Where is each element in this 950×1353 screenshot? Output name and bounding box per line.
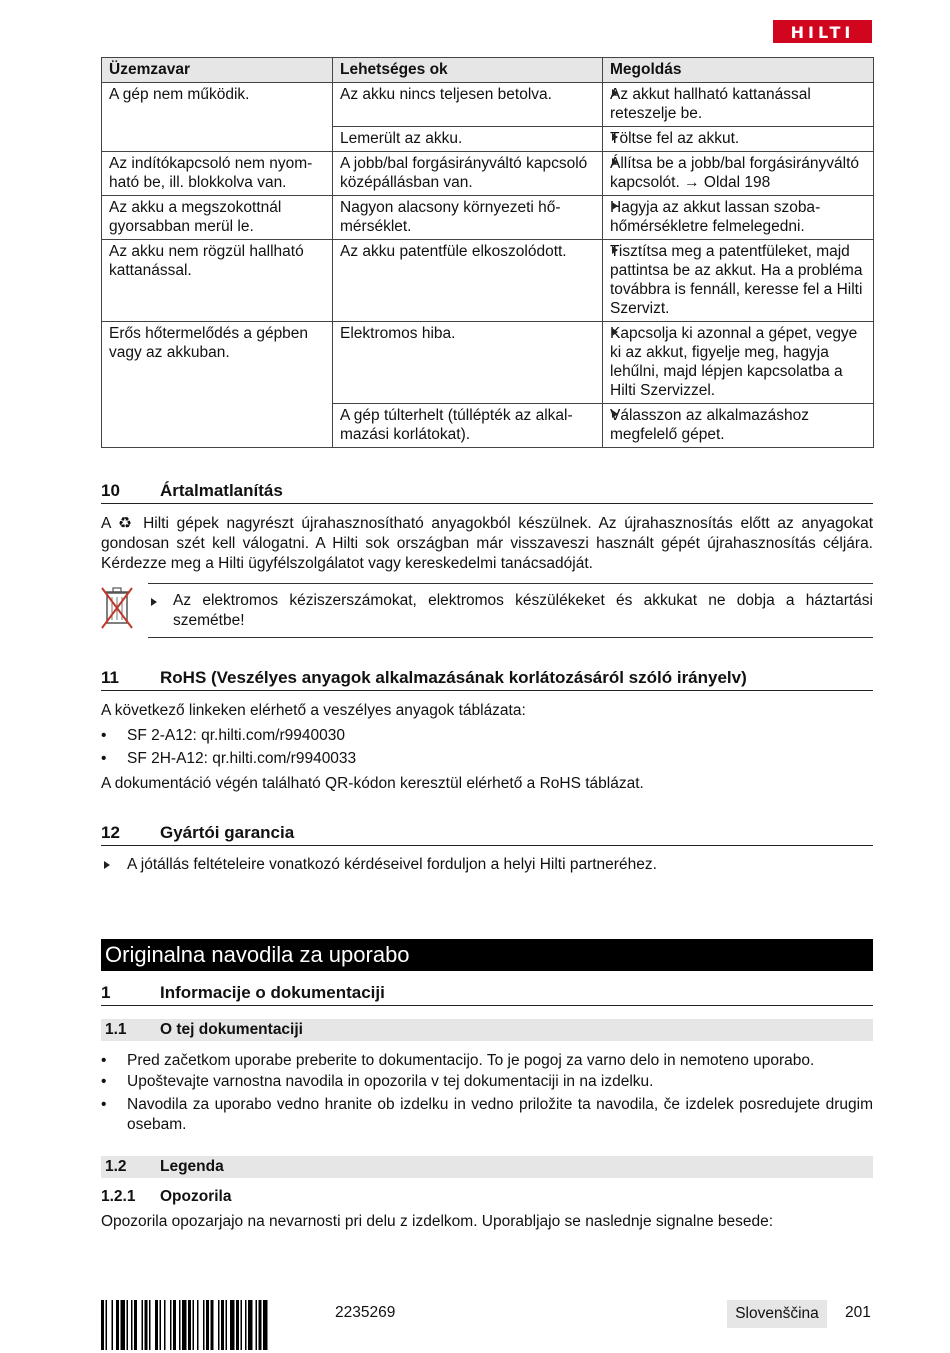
language-label: Slovenščina <box>727 1300 827 1328</box>
fault-cell: Az akku a megszokottnál gyorsabban merül le. <box>102 196 333 240</box>
table-row <box>102 240 874 322</box>
solution-cell: Állítsa be a jobb/bal forgásirányváltó kapcsolót. → Oldal 198 <box>603 152 874 196</box>
arrow-bullet-icon <box>612 202 618 210</box>
table-row <box>102 152 874 196</box>
cause-cell: Az akku nincs teljesen betolva. <box>333 83 603 127</box>
solution-cell: Tisztítsa meg a patentfüleket, majd pattintsa be az akkut. Ha a probléma továbbra is fennáll, keresse fel a Hilti Szervizt. <box>603 240 874 322</box>
arrow-bullet-icon <box>151 598 157 606</box>
cause-cell: A jobb/bal forgásirányváltó kapcsoló középállásban van. <box>333 152 603 196</box>
rohs-qr-note: A dokumentáció végén található QR-kódon keresztül elérhető a RoHS táblázat. <box>101 775 644 792</box>
table-header-row <box>102 58 874 83</box>
solution-cell: Az akkut hallható kattanással reteszelje be. <box>603 83 874 127</box>
fault-cell: A gép nem működik. <box>102 83 333 152</box>
arrow-bullet-icon <box>612 133 618 141</box>
subsection-heading-1-2: 1.2 Legenda <box>101 1156 873 1178</box>
warranty-text: A jótállás feltételeire vonatkozó kérdéseivel forduljon a helyi Hilti partneréhez. <box>127 856 657 873</box>
table-row <box>102 322 874 404</box>
solution-cell: Válasszon az alkalmazáshoz megfelelő gépet. <box>603 404 874 448</box>
table-row <box>102 196 874 240</box>
section-heading-1: 1 Informacije o dokumentaciji <box>101 982 873 1006</box>
barcode <box>101 1300 311 1350</box>
document-number: 2235269 <box>335 1304 396 1321</box>
section-heading-12: 12 Gyártói garancia <box>101 822 873 846</box>
arrow-bullet-icon <box>612 246 618 254</box>
arrow-bullet-icon <box>612 158 618 166</box>
rohs-intro: A következő linkeken elérhető a veszélyes anyagok táblázata: <box>101 702 526 719</box>
language-section-title: Originalna navodila za uporabo <box>101 939 873 971</box>
hilti-logo: HILTI <box>773 20 872 43</box>
disposal-warning-box <box>148 583 873 638</box>
cause-cell: Nagyon alacsony környezeti hőmérséklet. <box>333 196 603 240</box>
fault-cell: Az akku nem rögzül hallható kattanással. <box>102 240 333 322</box>
cause-cell: Elektromos hiba. <box>333 322 603 404</box>
section-heading-10: 10 Ártalmatlanítás <box>101 480 873 504</box>
col-header-solution: Megoldás <box>603 58 874 83</box>
arrow-bullet-icon <box>612 410 618 418</box>
arrow-bullet-icon <box>104 861 110 869</box>
crossed-bin-icon <box>101 584 134 630</box>
col-header-cause: Lehetséges ok <box>333 58 603 83</box>
page-number: 201 <box>845 1304 871 1321</box>
cause-cell: Az akku patentfüle elkoszolódott. <box>333 240 603 322</box>
cause-cell: Lemerült az akku. <box>333 127 603 152</box>
solution-cell: Töltse fel az akkut. <box>603 127 874 152</box>
cause-cell: A gép túlterhelt (túllépték az alkalmazási korlátokat). <box>333 404 603 448</box>
subsubsection-heading-1-2-1: 1.2.1 Opozorila <box>101 1188 232 1205</box>
table-row <box>102 83 874 127</box>
fault-cell: Erős hőtermelődés a gépben vagy az akkuban. <box>102 322 333 448</box>
disposal-paragraph: A ♻ Hilti gépek nagyrészt újrahasznosítható anyagokból készülnek. Az újrahasznosítás előtt az anyagokat gondosan szét kell válogatni. A Hilti sok országban már visszaveszi használt gépét újrahasznosítás céljára. Kérdezze meg a Hilti ügyfélszolgálatot vagy kereskedelmi tanácsadóját. <box>101 515 873 572</box>
solution-cell: Kapcsolja ki azonnal a gépet, vegye ki az akkut, figyelje meg, hagyja lehűlni, majd lépjen kapcsolatba a Hilti Szervizzel. <box>603 322 874 404</box>
disposal-warning-text: Az elektromos kéziszerszámokat, elektromos készülékeket és akkukat ne dobja a háztartási szemétbe! <box>173 592 873 629</box>
arrow-bullet-icon <box>612 89 618 97</box>
warnings-intro: Opozorila opozarjajo na nevarnosti pri delu z izdelkom. Uporabljajo se naslednje signalne besede: <box>101 1213 774 1230</box>
col-header-fault: Üzemzavar <box>102 58 333 83</box>
section-heading-11: 11 RoHS (Veszélyes anyagok alkalmazásának korlátozásáról szóló irányelv) <box>101 667 873 691</box>
solution-cell: Hagyja az akkut lassan szobahőmérsékletre felmelegedni. <box>603 196 874 240</box>
troubleshooting-table <box>101 57 874 448</box>
fault-cell: Az indítókapcsoló nem nyomható be, ill. blokkolva van. <box>102 152 333 196</box>
subsection-heading-1-1: 1.1 O tej dokumentaciji <box>101 1019 873 1041</box>
arrow-bullet-icon <box>612 328 618 336</box>
